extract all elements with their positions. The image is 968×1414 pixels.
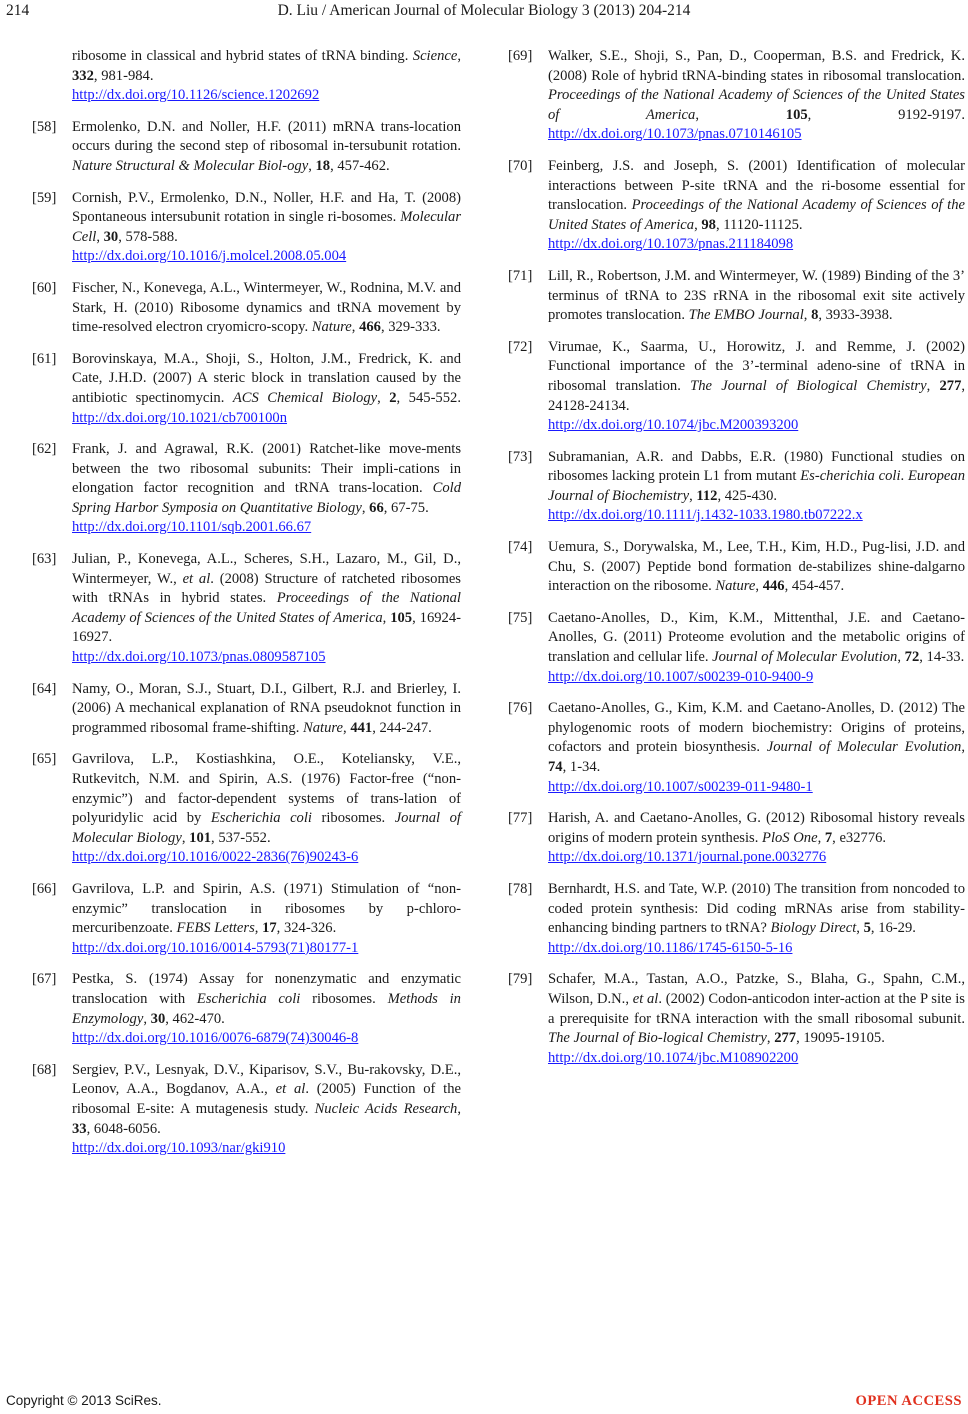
reference-number: [64]: [32, 680, 57, 697]
reference-italic-text: Nature: [303, 719, 344, 736]
reference-item: [32, 47, 461, 106]
reference-item: [508, 699, 965, 797]
reference-item: [508, 880, 965, 958]
reference-number: [78]: [508, 880, 533, 897]
reference-text-segment: ,: [181, 829, 190, 846]
reference-text-segment: , 9192-9197.: [807, 106, 965, 123]
reference-text-segment: Julian, P., Konevega, A.L., Scheres, S.H., Lazaro, M., Gil, D., Wintermeyer, W.,: [72, 551, 461, 587]
reference-text-segment: Harish, A. and Caetano-Anolles, G. (2012) Ribosomal history reveals origins of modern protein synthesis.: [548, 810, 965, 846]
reference-text-segment: ,: [351, 319, 360, 336]
reference-volume: 105: [390, 609, 413, 626]
reference-text: [72, 351, 461, 426]
doi-link[interactable]: http://dx.doi.org/10.1073/pnas.211184098: [548, 236, 794, 253]
reference-text: [72, 190, 461, 245]
reference-number: [76]: [508, 700, 533, 717]
doi-link[interactable]: http://dx.doi.org/10.1021/cb700100n: [72, 409, 287, 426]
reference-volume: 30: [103, 228, 119, 245]
reference-number: [67]: [32, 971, 57, 988]
reference-text-segment: Namy, O., Moran, S.J., Stuart, D.I., Gilbert, R.J. and Brierley, I. (2006) A mechanical explanation of RNA pseudoknot function in programmed ribosomal frame-shifting.: [72, 680, 461, 736]
reference-italic-text: Nature: [715, 578, 756, 595]
reference-italic-text: Es-cherichia coli: [800, 468, 901, 485]
reference-item: [32, 880, 461, 958]
reference-text-segment: Schafer, M.A., Tastan, A.O., Patzke, S., Blaha, G., Spahn, C.M., Wilson, D.N.,: [548, 971, 965, 1007]
reference-text: [548, 339, 965, 414]
reference-italic-text: FEBS Letters: [176, 920, 255, 937]
reference-text-segment: ,: [766, 1030, 775, 1047]
reference-number: [63]: [32, 551, 57, 568]
reference-text-segment: ,: [308, 157, 316, 174]
reference-italic-text: Biology Direct: [770, 920, 857, 937]
reference-text-segment: Gavrilova, L.P. and Spirin, A.S. (1971) Stimulation of “non-enzymic” translocation in ribosomes by p-chloro-mercuribenzoate.: [72, 880, 461, 937]
reference-volume: 277: [774, 1030, 797, 1047]
reference-text: [72, 971, 461, 1026]
reference-text: [72, 441, 461, 516]
reference-item: [32, 118, 461, 177]
reference-text-segment: ,: [926, 377, 940, 394]
reference-item: [32, 440, 461, 538]
reference-volume: 446: [762, 578, 785, 595]
reference-number: [73]: [508, 448, 533, 465]
reference-text-segment: , 6048-6056.: [86, 1120, 161, 1137]
reference-italic-text: Nature Structural & Molecular Biol-ogy: [72, 157, 309, 174]
reference-column-left: [32, 47, 461, 1171]
reference-italic-text: et al: [275, 1081, 306, 1098]
reference-text-segment: Gavrilova, L.P., Kostiashkina, O.E., Koteliansky, V.E., Rutkevitch, N.M. and Spirin, A.S. (1976) Factor-free (“non-enzymic”) and factor-dependent systems of trans-lation of polyuridylic acid by: [72, 751, 461, 827]
reference-volume: 72: [904, 649, 920, 666]
reference-text-segment: ,: [695, 106, 786, 123]
reference-volume: 105: [785, 106, 808, 123]
reference-item: [32, 680, 461, 739]
reference-italic-text: The EMBO Journal: [688, 307, 804, 324]
reference-text: [72, 751, 461, 845]
reference-text: [72, 681, 461, 736]
reference-text-segment: . (2008) Structure of ratcheted ribosomes with tRNAs in hybrid states.: [72, 570, 461, 607]
reference-text-segment: , 67-75.: [383, 499, 429, 516]
reference-text-segment: Borovinskaya, M.A., Shoji, S., Holton, J.M., Fredrick, K. and Cate, J.H.D. (2007) A steric block in translation caused by the antibiotic spectinomycin.: [72, 350, 461, 406]
reference-italic-text: Journal of Molecular Evolution: [766, 739, 962, 756]
reference-italic-text: PloS One: [762, 829, 818, 846]
reference-text-segment: Ermolenko, D.N. and Noller, H.F. (2011) mRNA trans-location occurs during the second step of ribosomal in-tersubunit rotation.: [72, 118, 461, 155]
reference-text: [72, 1062, 461, 1137]
reference-text-segment: , 19095-19105.: [796, 1030, 885, 1047]
reference-text-segment: . (2005) Function of the ribosomal E-site: A mutagenesis study.: [72, 1081, 461, 1117]
reference-text: [548, 810, 965, 846]
reference-text: [548, 48, 965, 142]
reference-number: [71]: [508, 267, 533, 284]
reference-volume: 441: [350, 719, 373, 736]
reference-number: [66]: [32, 880, 57, 897]
reference-text-segment: Walker, S.E., Shoji, S., Pan, D., Cooperman, B.S. and Fredrick, K. (2008) Role of hybrid tRNA-binding states in ribosomal translocation.: [548, 48, 965, 84]
reference-text-segment: ribosomes.: [311, 810, 395, 827]
reference-text-segment: , 981-984.: [93, 67, 154, 84]
reference-text-segment: , 454-457.: [784, 578, 845, 595]
reference-volume: 2: [389, 389, 397, 406]
reference-item: [32, 970, 461, 1048]
reference-italic-text: Proceedings of the National Academy of Sciences of the United States of America: [72, 590, 461, 626]
reference-text-segment: , 24128-24134.: [548, 377, 966, 414]
doi-link[interactable]: http://dx.doi.org/10.1101/sqb.2001.66.67: [72, 519, 312, 536]
reference-number: [70]: [508, 157, 533, 174]
reference-text-segment: Pestka, S. (1974) Assay for nonenzymatic and enzymatic translocation with: [72, 971, 461, 1007]
doi-link[interactable]: http://dx.doi.org/10.1186/1745-6150-5-16: [548, 939, 793, 956]
reference-volume: 7: [824, 829, 833, 846]
reference-text-segment: , 1-34.: [562, 759, 601, 775]
reference-item: [32, 1061, 461, 1159]
reference-text-segment: ,: [689, 487, 697, 504]
copyright-notice: Copyright © 2013 SciRes.: [6, 1393, 162, 1408]
reference-text: [548, 881, 965, 936]
reference-text-segment: , 425-430.: [717, 487, 778, 504]
reference-volume: 74: [548, 759, 563, 775]
reference-text-segment: , 545-552.: [396, 389, 461, 406]
reference-text: [548, 539, 965, 594]
reference-text: [72, 551, 461, 645]
reference-text-segment: ,: [856, 920, 864, 937]
reference-item: [32, 279, 461, 338]
reference-italic-text: The Journal of Biological Chemistry: [690, 377, 927, 394]
reference-text-segment: . (2002) Codon-anticodon inter-action at the P site is a prerequisite for tRNA interaction with the small ribosomal subunit.: [548, 990, 965, 1027]
reference-text-segment: , 537-552.: [211, 829, 271, 846]
reference-italic-text: Escherichia coli: [196, 990, 301, 1007]
reference-text-segment: , 324-326.: [276, 920, 337, 937]
running-head: D. Liu / American Journal of Molecular Biology 3 (2013) 204-214: [277, 2, 691, 19]
page-footer: [0, 1393, 968, 1413]
reference-text-segment: ,: [961, 739, 965, 756]
reference-italic-text: Nature: [311, 319, 352, 336]
reference-text: [72, 280, 461, 335]
doi-link[interactable]: http://dx.doi.org/10.1016/0076-6879(74)30046-8: [72, 1030, 359, 1047]
reference-number: [62]: [32, 441, 57, 458]
reference-item: [32, 189, 461, 267]
open-access-label: OPEN ACCESS: [855, 1393, 962, 1409]
reference-volume: 17: [262, 920, 277, 937]
reference-italic-text: Proceedings of the National Academy of Sciences of the United States of America: [548, 197, 965, 233]
reference-italic-text: et al: [182, 570, 211, 587]
reference-text: [548, 610, 965, 665]
reference-volume: 18: [315, 157, 331, 174]
reference-text-segment: , 11120-11125.: [715, 216, 803, 233]
reference-text-segment: , 14-33.: [919, 649, 965, 666]
reference-volume: 332: [72, 67, 94, 84]
page-header: [0, 0, 968, 28]
reference-item: [508, 970, 965, 1068]
reference-column-right: [508, 47, 965, 1080]
reference-text-segment: Bernhardt, H.S. and Tate, W.P. (2010) The transition from noncoded to coded protein synthesis: Did coding mRNAs arise from stability-enhancing binding partners to tRNA?: [548, 880, 965, 937]
reference-volume: 5: [863, 920, 871, 937]
doi-link[interactable]: http://dx.doi.org/10.1007/s00239-011-9480-1: [548, 778, 813, 795]
reference-number: [77]: [508, 810, 533, 827]
reference-italic-text: Cold Spring Harbor Symposia on Quantitative Biology: [72, 480, 461, 516]
reference-italic-text: European Journal of Biochemistry: [548, 468, 965, 504]
reference-text-segment: Frank, J. and Agrawal, R.K. (2001) Ratchet-like move-ments between the two ribosomal subunits: Their impli-cations in elongation factor recognition and tRNA trans-location.: [72, 441, 461, 497]
reference-volume: 33: [72, 1120, 87, 1137]
reference-volume: 98: [701, 216, 716, 233]
reference-volume: 277: [939, 377, 962, 394]
doi-link[interactable]: http://dx.doi.org/10.1007/s00239-010-9400-9: [548, 668, 814, 685]
reference-number: [69]: [508, 48, 533, 64]
reference-text-segment: ,: [361, 499, 370, 516]
reference-item: [508, 448, 965, 526]
reference-item: [508, 47, 965, 145]
reference-volume: 66: [369, 499, 384, 516]
reference-item: [32, 750, 461, 868]
reference-italic-text: The Journal of Bio-logical Chemistry: [548, 1030, 767, 1047]
reference-text-segment: Virumae, K., Saarma, U., Horowitz, J. and Remme, J. (2002) Functional importance of the 3’-terminal adeno-sine of tRNA in ribosomal translation.: [548, 338, 965, 394]
reference-text-segment: Caetano-Anolles, D., Kim, K.M., Mittenthal, J.E. and Caetano-Anolles, G. (2011) Proteome evolution and the metabolic origins of translation and cellular life.: [548, 609, 965, 666]
reference-text-segment: , 3933-3938.: [818, 307, 893, 324]
reference-text-segment: ribosomes.: [300, 990, 388, 1007]
reference-text-segment: ,: [897, 649, 905, 666]
reference-text-segment: Subramanian, A.R. and Dabbs, E.R. (1980) Functional studies on ribosomes lacking protein L1 from mutant: [548, 448, 965, 485]
reference-volume: 112: [696, 487, 718, 504]
reference-text-segment: Sergiev, P.V., Lesnyak, D.V., Kiparisov, S.V., Bu-rakovsky, D.E., Leonov, A.A., Bogdanov, A.A.,: [72, 1061, 461, 1098]
reference-text-segment: ,: [755, 578, 763, 595]
reference-italic-text: Escherichia coli: [210, 810, 312, 827]
reference-italic-text: Journal of Molecular Biology: [72, 810, 461, 846]
reference-text-segment: Lill, R., Robertson, J.M. and Wintermeyer, W. (1989) Binding of the 3’ terminus of tRNA to 23S rRNA in the ribosomal exit site actively promotes translocation.: [548, 267, 965, 324]
reference-text-segment: .: [900, 468, 908, 485]
reference-item: [32, 350, 461, 428]
reference-item: [32, 550, 461, 668]
reference-text-segment: ,: [457, 48, 461, 64]
doi-link[interactable]: http://dx.doi.org/10.1016/j.molcel.2008.05.004: [72, 248, 347, 265]
reference-text-segment: Cornish, P.V., Ermolenko, D.N., Noller, H.F. and Ha, T. (2008) Spontaneous intersubunit rotation in single ri-bosomes.: [72, 189, 461, 226]
reference-text-segment: Feinberg, J.S. and Joseph, S. (2001) Identification of molecular interactions between P-site tRNA and the ri-bosome essential for translocation.: [548, 157, 965, 214]
reference-item: [508, 609, 965, 687]
reference-text: [548, 158, 965, 233]
reference-italic-text: Molecular Cell: [72, 209, 461, 245]
doi-link[interactable]: http://dx.doi.org/10.1016/0022-2836(76)90243-6: [72, 849, 359, 866]
reference-number: [72]: [508, 338, 533, 355]
reference-text-segment: , 457-462.: [330, 157, 390, 174]
reference-item: [508, 338, 965, 436]
reference-text-segment: ,: [254, 920, 263, 937]
reference-number: [61]: [32, 350, 57, 367]
page-number: 214: [6, 2, 30, 19]
reference-text-segment: Fischer, N., Konevega, A.L., Wintermeyer, W., Rodnina, M.V. and Stark, H. (2010) Ribosome dynamics and tRNA movement by time-resolved electron cryomicro-scopy.: [72, 279, 461, 336]
doi-link[interactable]: http://dx.doi.org/10.1074/jbc.M200393200: [548, 417, 799, 434]
reference-number: [74]: [508, 539, 533, 556]
reference-text: [72, 119, 461, 174]
reference-text: [72, 881, 461, 936]
reference-text-segment: ,: [343, 719, 351, 736]
reference-text-segment: , 329-333.: [380, 319, 441, 336]
reference-item: [508, 267, 965, 326]
reference-number: [59]: [32, 189, 57, 206]
reference-number: [68]: [32, 1061, 57, 1078]
reference-number: [60]: [32, 279, 57, 296]
doi-link[interactable]: http://dx.doi.org/10.1073/pnas.0710146105: [548, 126, 802, 143]
reference-number: [58]: [32, 118, 57, 135]
reference-text-segment: , e32776.: [832, 829, 887, 846]
reference-text-segment: , 16924-16927.: [72, 609, 461, 646]
reference-text: [548, 268, 965, 323]
reference-text-segment: , 462-470.: [165, 1010, 225, 1027]
reference-text-segment: ,: [457, 1100, 461, 1117]
doi-link[interactable]: http://dx.doi.org/10.1111/j.1432-1033.1980.tb07222.x: [548, 507, 863, 524]
reference-text-segment: ribosome in classical and hybrid states of tRNA binding.: [72, 48, 413, 64]
reference-italic-text: Science: [412, 48, 458, 64]
reference-text-segment: Uemura, S., Dorywalska, M., Lee, T.H., Kim, H.D., Pug-lisi, J.D. and Chu, S. (2007) Peptide bond formation de-stabilizes shine-dalgarno interaction on the ribosome.: [548, 539, 965, 595]
reference-volume: 8: [811, 307, 819, 324]
doi-link[interactable]: http://dx.doi.org/10.1016/0014-5793(71)80177-1: [72, 939, 359, 956]
reference-number: [79]: [508, 971, 533, 988]
reference-item: [508, 538, 965, 597]
reference-italic-text: et al: [632, 990, 659, 1007]
reference-text-segment: ,: [143, 1010, 151, 1027]
reference-text: [548, 449, 965, 504]
reference-item: [508, 157, 965, 255]
doi-link[interactable]: http://dx.doi.org/10.1073/pnas.0809587105: [72, 649, 326, 666]
reference-italic-text: Proceedings of the National Academy of Sciences of the United States of America: [548, 87, 965, 123]
reference-number: [75]: [508, 609, 533, 626]
reference-text-segment: ,: [803, 307, 812, 324]
reference-text: [548, 971, 965, 1046]
reference-volume: 101: [189, 829, 212, 846]
reference-text-segment: ,: [694, 216, 702, 233]
doi-link[interactable]: http://dx.doi.org/10.1093/nar/gki910: [72, 1140, 286, 1157]
reference-text-segment: ,: [96, 228, 104, 245]
reference-italic-text: Journal of Molecular Evolution: [712, 649, 898, 666]
doi-link[interactable]: http://dx.doi.org/10.1371/journal.pone.0032776: [548, 849, 827, 866]
reference-volume: 30: [150, 1010, 166, 1027]
reference-volume: 466: [359, 319, 381, 336]
reference-italic-text: Methods in Enzymology: [72, 990, 461, 1027]
reference-text-segment: ,: [817, 829, 825, 846]
reference-text-segment: Caetano-Anolles, G., Kim, K.M. and Caetano-Anolles, D. (2012) The phylogenomic roots of modern biochemistry: Origins of proteins, cofactors and protein biosynthesis.: [548, 700, 965, 756]
reference-number: [65]: [32, 751, 57, 768]
reference-text-segment: ,: [382, 609, 391, 626]
doi-link[interactable]: http://dx.doi.org/10.1126/science.1202692: [72, 87, 320, 104]
reference-text-segment: , 16-29.: [870, 920, 916, 937]
reference-item: [508, 809, 965, 868]
doi-link[interactable]: http://dx.doi.org/10.1074/jbc.M108902200: [548, 1049, 799, 1066]
reference-text-segment: , 244-247.: [372, 719, 432, 736]
reference-italic-text: Nucleic Acids Research: [314, 1100, 458, 1117]
reference-italic-text: ACS Chemical Biology: [232, 389, 378, 406]
reference-text-segment: ,: [377, 389, 390, 406]
reference-text: [72, 48, 461, 84]
reference-text-segment: , 578-588.: [118, 228, 178, 245]
reference-text: [548, 700, 965, 775]
